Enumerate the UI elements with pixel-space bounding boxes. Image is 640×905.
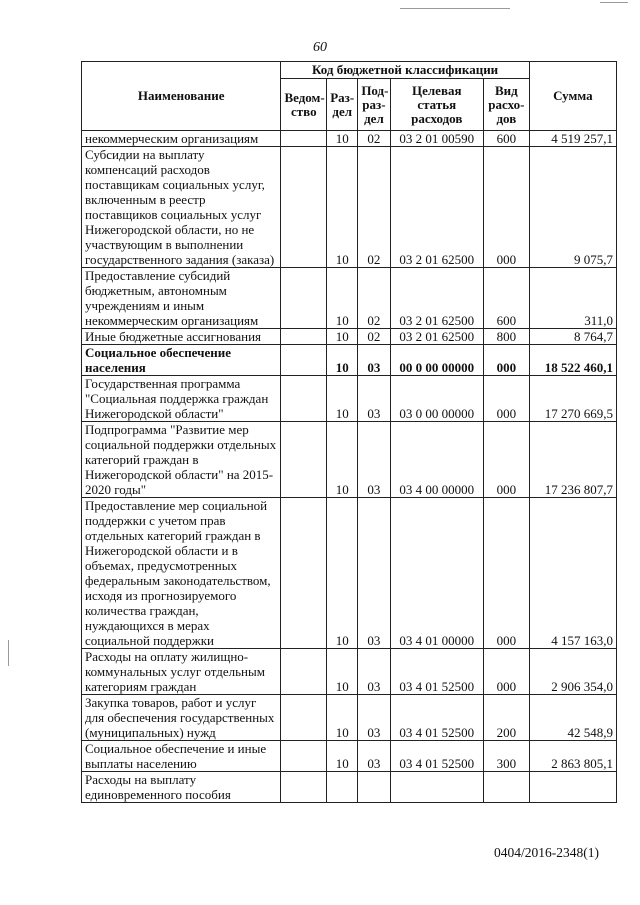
row-target-item: 03 2 01 62500: [390, 147, 483, 268]
row-name: Расходы на оплату жилищно-коммунальных услуг отдельным категориям граждан: [82, 649, 281, 695]
row-target-item: 03 2 01 62500: [390, 268, 483, 329]
row-department: [281, 131, 327, 147]
header-subsection: Под-раз-дел: [358, 79, 390, 131]
row-expense-type: 800: [484, 329, 530, 345]
row-department: [281, 649, 327, 695]
row-expense-type: 000: [484, 649, 530, 695]
row-sum: 17 236 807,7: [529, 422, 616, 498]
row-target-item: 03 2 01 62500: [390, 329, 483, 345]
row-subsection: 02: [358, 329, 390, 345]
row-department: [281, 772, 327, 803]
scan-mark-left: [8, 640, 9, 666]
row-department: [281, 345, 327, 376]
row-subsection: 03: [358, 422, 390, 498]
row-sum: 18 522 460,1: [529, 345, 616, 376]
row-expense-type: 300: [484, 741, 530, 772]
row-target-item: 03 2 01 00590: [390, 131, 483, 147]
row-subsection: 03: [358, 498, 390, 649]
row-subsection: 02: [358, 131, 390, 147]
row-sum: 8 764,7: [529, 329, 616, 345]
header-department: Ведом-ство: [281, 79, 327, 131]
row-sum: 9 075,7: [529, 147, 616, 268]
row-section: 10: [327, 649, 358, 695]
table-row: [82, 649, 617, 695]
row-section: 10: [327, 422, 358, 498]
table-row: [82, 772, 617, 803]
row-section: 10: [327, 131, 358, 147]
row-department: [281, 376, 327, 422]
row-section: [327, 772, 358, 803]
table-row: [82, 376, 617, 422]
row-target-item: 03 4 00 00000: [390, 422, 483, 498]
table-row: [82, 498, 617, 649]
row-name: Социальное обеспечение населения: [82, 345, 281, 376]
page-number: 60: [313, 40, 327, 55]
row-section: 10: [327, 498, 358, 649]
row-sum: 42 548,9: [529, 695, 616, 741]
row-target-item: 03 4 01 00000: [390, 498, 483, 649]
row-target-item: [390, 772, 483, 803]
row-sum: 17 270 669,5: [529, 376, 616, 422]
row-expense-type: 000: [484, 345, 530, 376]
row-section: 10: [327, 345, 358, 376]
row-section: 10: [327, 695, 358, 741]
row-expense-type: 000: [484, 422, 530, 498]
row-expense-type: 000: [484, 376, 530, 422]
header-budget-code-group: Код бюджетной классификации: [281, 62, 529, 79]
row-section: 10: [327, 268, 358, 329]
row-sum: 2 906 354,0: [529, 649, 616, 695]
row-sum: 4 157 163,0: [529, 498, 616, 649]
row-department: [281, 329, 327, 345]
row-name: Подпрограмма "Развитие мер социальной поддержки отдельных категорий граждан в Нижегородской области" на 2015-2020 годы": [82, 422, 281, 498]
row-expense-type: 000: [484, 147, 530, 268]
table-row: [82, 147, 617, 268]
row-expense-type: 600: [484, 131, 530, 147]
table-row: [82, 345, 617, 376]
row-subsection: [358, 772, 390, 803]
row-expense-type: 200: [484, 695, 530, 741]
row-subsection: 03: [358, 345, 390, 376]
row-subsection: 02: [358, 268, 390, 329]
scan-mark-top-right: [600, 2, 628, 3]
row-name: Субсидии на выплату компенсаций расходов поставщикам социальных услуг, включенным в реестр поставщиков социальных услуг Нижегородской области, но не участвующим в выполнении государственного задания (заказа): [82, 147, 281, 268]
table-row: [82, 329, 617, 345]
row-target-item: 03 4 01 52500: [390, 695, 483, 741]
row-target-item: 03 0 00 00000: [390, 376, 483, 422]
row-department: [281, 147, 327, 268]
row-target-item: 03 4 01 52500: [390, 649, 483, 695]
row-subsection: 03: [358, 376, 390, 422]
row-sum: 2 863 805,1: [529, 741, 616, 772]
row-department: [281, 498, 327, 649]
row-name: некоммерческим организациям: [82, 131, 281, 147]
header-name: Наименование: [82, 62, 281, 131]
table-row: [82, 422, 617, 498]
row-section: 10: [327, 147, 358, 268]
scan-mark-top: [400, 8, 510, 9]
row-sum: [529, 772, 616, 803]
row-expense-type: 000: [484, 498, 530, 649]
row-sum: 311,0: [529, 268, 616, 329]
document-code: 0404/2016-2348(1): [494, 845, 599, 860]
row-department: [281, 741, 327, 772]
row-subsection: 03: [358, 741, 390, 772]
table-body: [82, 131, 617, 803]
table-row: [82, 695, 617, 741]
header-sum: Сумма: [529, 62, 616, 131]
row-subsection: 03: [358, 649, 390, 695]
row-section: 10: [327, 329, 358, 345]
row-sum: 4 519 257,1: [529, 131, 616, 147]
header-expense-type: Вид расхо-дов: [484, 79, 530, 131]
table-row: [82, 268, 617, 329]
row-expense-type: [484, 772, 530, 803]
row-name: Расходы на выплату единовременного пособия: [82, 772, 281, 803]
row-subsection: 03: [358, 695, 390, 741]
row-section: 10: [327, 741, 358, 772]
header-section: Раз-дел: [327, 79, 358, 131]
row-name: Закупка товаров, работ и услуг для обеспечения государственных (муниципальных) нужд: [82, 695, 281, 741]
row-name: Социальное обеспечение и иные выплаты населению: [82, 741, 281, 772]
budget-table: [81, 61, 617, 803]
row-department: [281, 268, 327, 329]
row-department: [281, 422, 327, 498]
table-row: [82, 741, 617, 772]
row-name: Государственная программа "Социальная поддержка граждан Нижегородской области": [82, 376, 281, 422]
row-expense-type: 600: [484, 268, 530, 329]
row-name: Иные бюджетные ассигнования: [82, 329, 281, 345]
row-section: 10: [327, 376, 358, 422]
row-target-item: 00 0 00 00000: [390, 345, 483, 376]
row-name: Предоставление субсидий бюджетным, автономным учреждениям и иным некоммерческим организациям: [82, 268, 281, 329]
header-target-item: Целевая статья расходов: [390, 79, 483, 131]
row-name: Предоставление мер социальной поддержки с учетом прав отдельных категорий граждан в Нижегородской области и в объемах, предусмотренных федеральным законодательством, исходя из прогнозируемого количества граждан, нуждающихся в мерах социальной поддержки: [82, 498, 281, 649]
row-target-item: 03 4 01 52500: [390, 741, 483, 772]
table-row: [82, 131, 617, 147]
row-department: [281, 695, 327, 741]
row-subsection: 02: [358, 147, 390, 268]
